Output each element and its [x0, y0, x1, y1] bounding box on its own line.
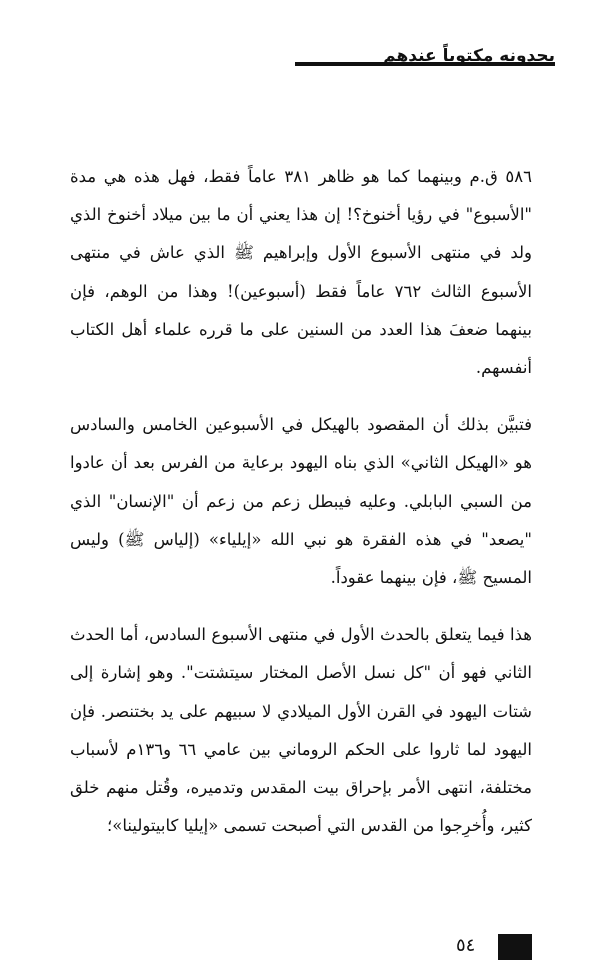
- paragraph-3: هذا فيما يتعلق بالحدث الأول في منتهى الأسبوع السادس، أما الحدث الثاني فهو أن "كل نسل الأصل المختار سيتشتت". وهو إشارة إلى شتات اليهود في القرن الأول الميلادي لا سبيهم على يد بختنصر. فإن اليهود لما ثاروا على الحكم الروماني بين عامي ٦٦ و١٣٦م لأسباب مختلفة، انتهى الأمر بإحراق بيت المقدس وتدميره، وقُتل منهم خلق كثير، وأُخرِجوا من القدس التي أصبحت تسمى «إيليا كابيتولينا»؛: [70, 625, 532, 836]
- running-header: [55, 44, 555, 74]
- paragraph-2: فتبيَّن بذلك أن المقصود بالهيكل في الأسبوعين الخامس والسادس هو «الهيكل الثاني» الذي بناه اليهود برعاية من الفرس بعد أن عادوا من السبي البابلي. وعليه فيبطل زعم من زعم أن "الإنسان" الذي "يصعد" في هذه الفقرة هو نبي الله «إيلياء» (إلياس ﷺ) وليس المسيح ﷺ، فإن بينهما عقوداً.: [70, 415, 532, 588]
- footer-block: [498, 934, 532, 960]
- page-number: ٥٤: [456, 935, 476, 956]
- body-text: [70, 158, 532, 845]
- page-footer: [446, 932, 536, 962]
- running-title: يجدونه مكتوباً عندهم: [383, 46, 555, 66]
- paragraph-1: ٥٨٦ ق.م وبينهما كما هو ظاهر ٣٨١ عاماً فقط، فهل هذه هي مدة "الأسبوع" في رؤيا أخنوخ؟! إن هذا يعني أن ما بين ميلاد أخنوخ الذي ولد في منتهى الأسبوع الأول وإبراهيم ﷺ الذي عاش في منتهى الأسبوع الثالث ٧٦٢ عاماً فقط (أسبوعين)! وهذا من الوهم، فإن بينهما ضعفَ هذا العدد من السنين على ما قرره علماء أهل الكتاب أنفسهم.: [70, 167, 533, 378]
